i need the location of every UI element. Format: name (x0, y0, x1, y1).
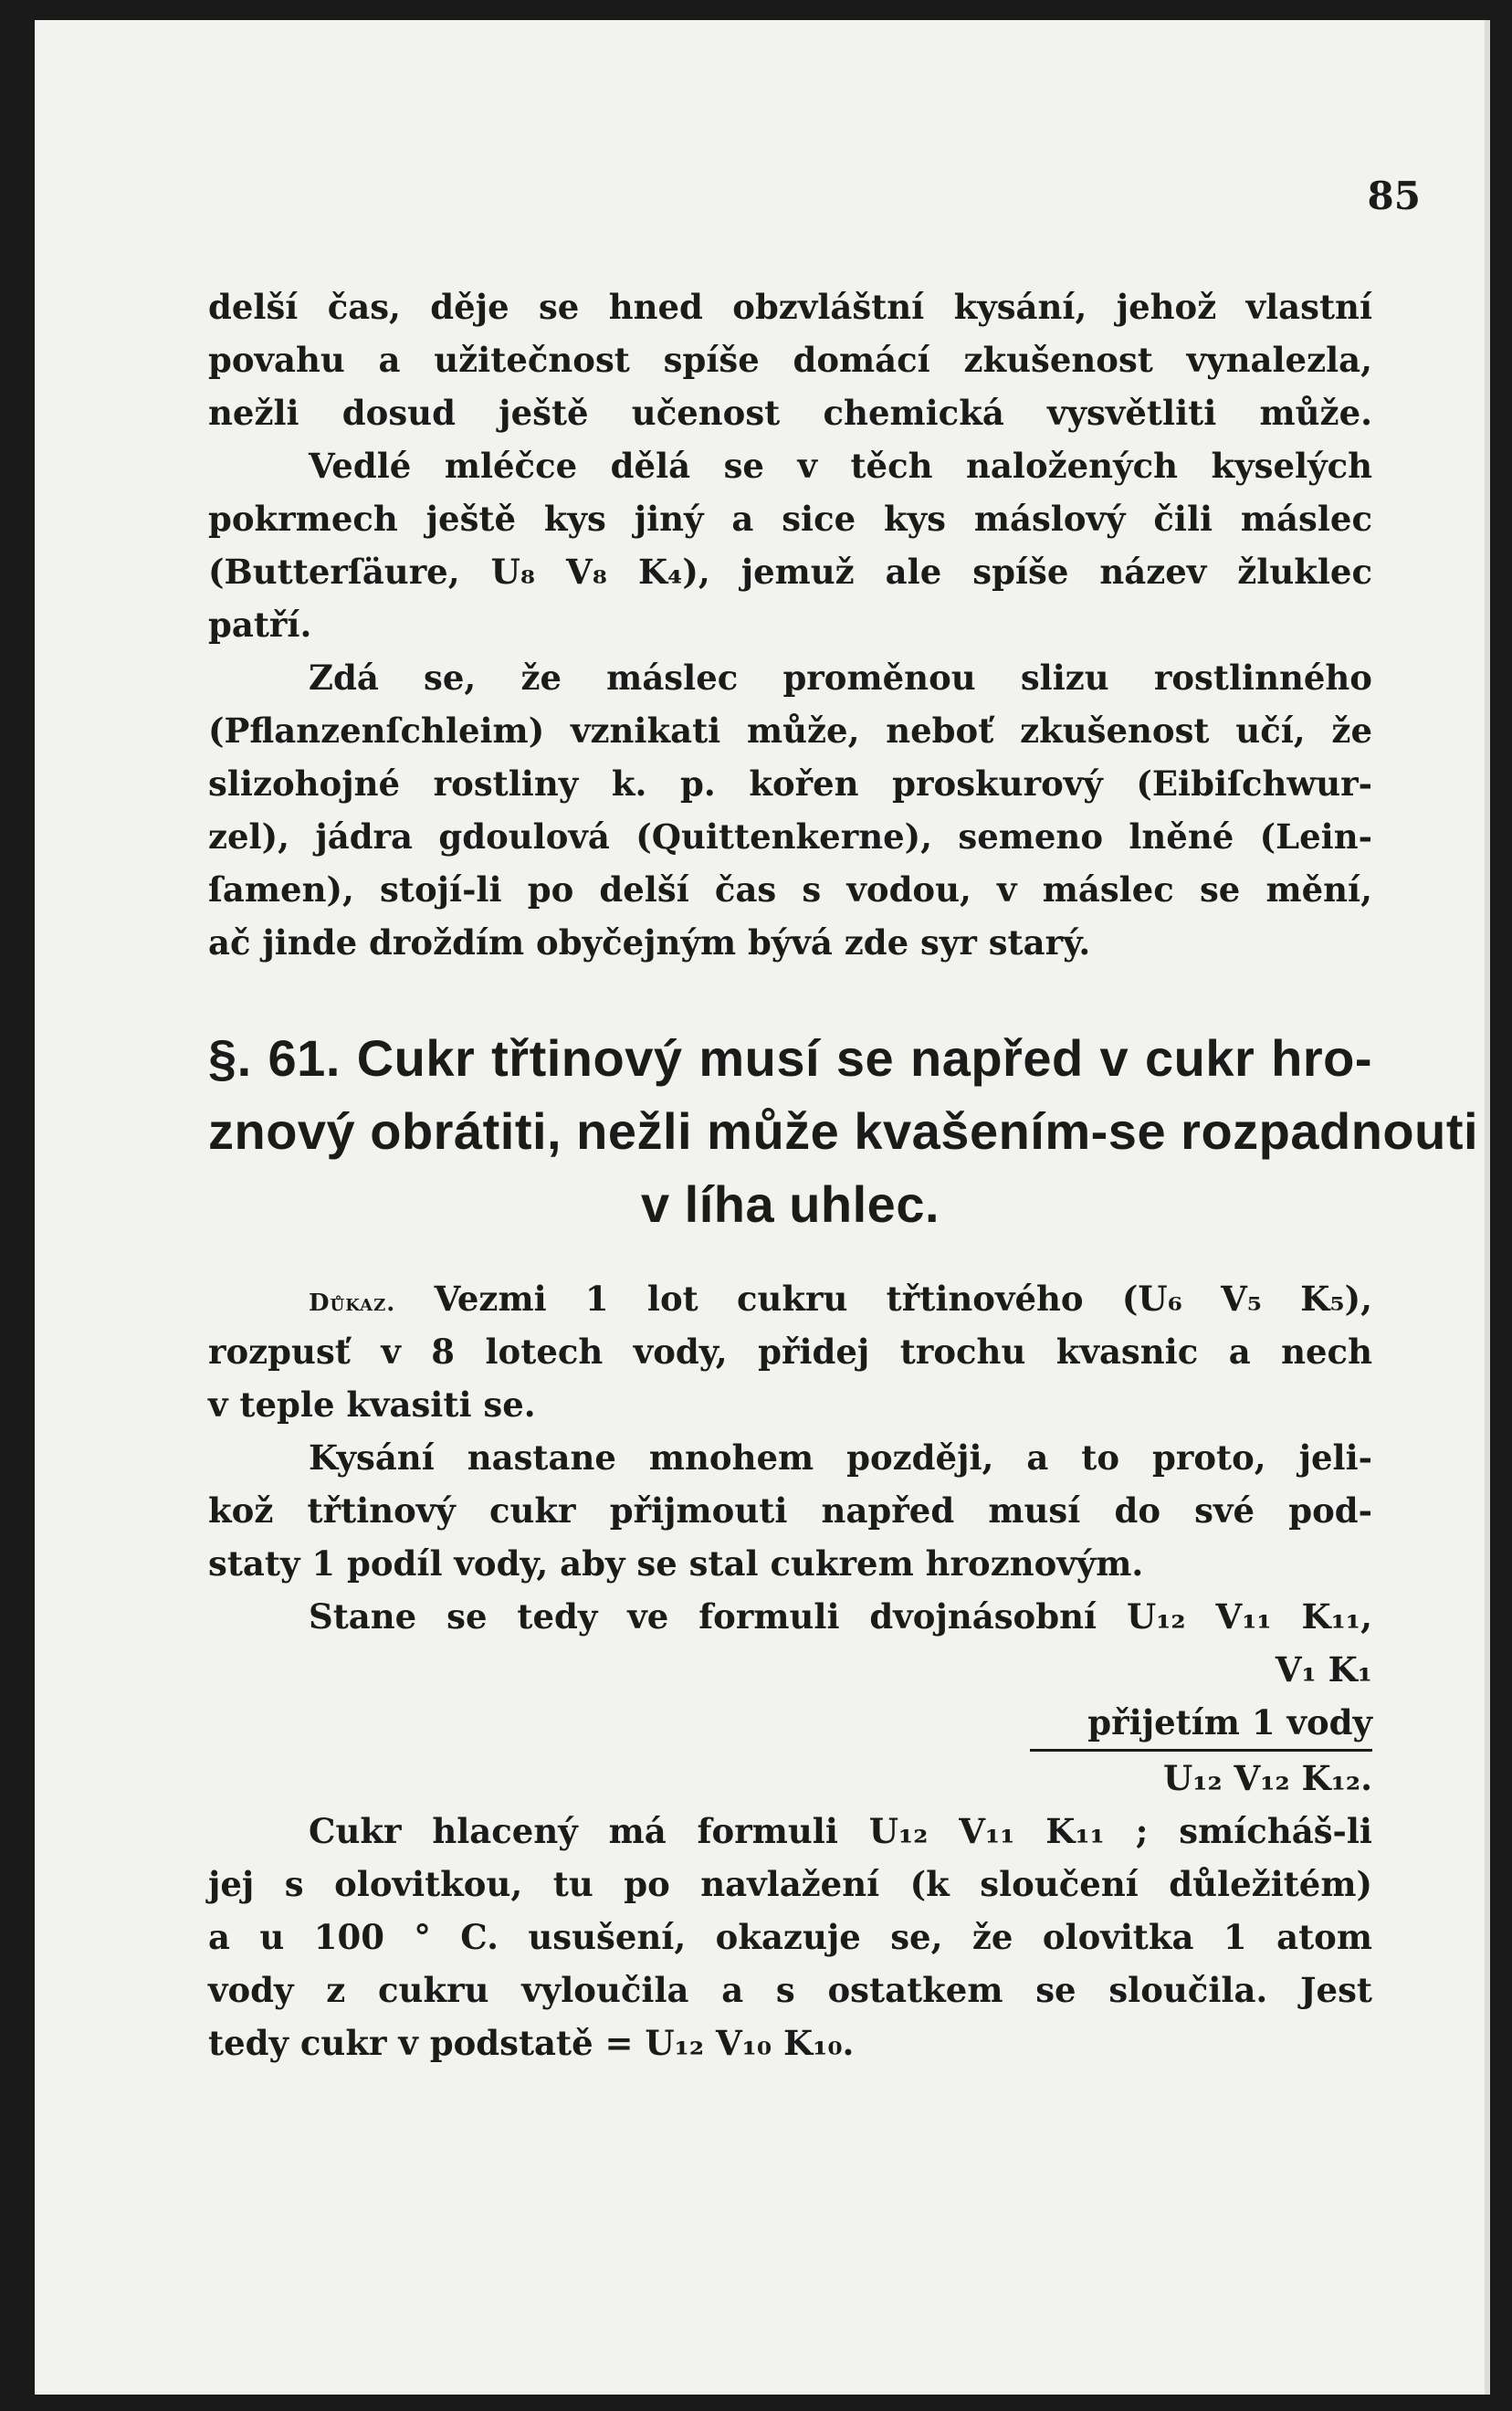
text-line: slizohojné rostliny k. p. kořen proskurový (Eibiſchwur- (208, 763, 1372, 804)
paragraph-formula (208, 1590, 1372, 1805)
book-page (35, 20, 1490, 2395)
text-line: nežli dosud ještě učenost chemická vysvětliti může. (208, 393, 1372, 433)
text-line: staty 1 podíl vody, aby se stal cukrem hroznovým. (208, 1543, 1144, 1584)
section-heading (208, 1022, 1479, 1241)
text-line: Zdá se, že máslec proměnou slizu rostlinného (309, 658, 1372, 698)
text-line: Důkaz. Vezmi 1 lot cukru třtinového (U₆ V₅ K₅), (309, 1279, 1372, 1319)
paragraph-4 (208, 1431, 1372, 1590)
text-line: Vedlé mléčce dělá se v těch naložených kyselých (309, 446, 1372, 486)
paragraph-1 (208, 280, 1372, 651)
text-line: ač jinde droždím obyčejným bývá zde syr starý. (208, 922, 1091, 963)
text-line: delší čas, děje se hned obzvláštní kysání, jehož vlastní (208, 287, 1372, 327)
formula-line: přijetím 1 vody (1030, 1696, 1372, 1752)
formula-line: V₁ K₁ (1275, 1649, 1372, 1690)
formula-result: U₁₂ V₁₂ K₁₂. (1162, 1758, 1372, 1798)
paragraph-6 (208, 1805, 1372, 2069)
text-line: povahu a užitečnost spíše domácí zkušenost vynalezla, (208, 340, 1372, 380)
proof-label: Důkaz. (309, 1290, 396, 1317)
paragraph-2 (208, 651, 1372, 969)
text-line: vody z cukru vyloučila a s ostatkem se sloučila. Jest (208, 1970, 1372, 2010)
paragraph-proof (208, 1272, 1372, 1431)
text-line: Cukr hlacený má formuli U₁₂ V₁₁ K₁₁ ; smícháš-li (309, 1811, 1372, 1851)
text-line: (Butterſäure, U₈ V₈ K₄), jemuž ale spíše název žluklec (208, 552, 1372, 592)
heading-line: znový obrátiti, nežli může kvašením-se rozpadnouti (208, 1102, 1479, 1160)
text-line: rozpusť v 8 lotech vody, přidej trochu kvasnic a nech (208, 1332, 1372, 1372)
page-text (208, 280, 1479, 2069)
page-number: 85 (1367, 174, 1421, 218)
text-line: kož třtinový cukr přijmouti napřed musí do své pod- (208, 1490, 1372, 1531)
text-line: patří. (208, 605, 312, 645)
text-line: (Pflanzenſchleim) vznikati může, neboť zkušenost učí, že (208, 711, 1372, 751)
text-line: ſamen), stojí-li po delší čas s vodou, v máslec se mění, (208, 869, 1372, 910)
text-line: v teple kvasiti se. (208, 1384, 536, 1425)
text-line: pokrmech ještě kys jiný a sice kys máslový čili máslec (208, 499, 1372, 539)
text-line: Kysání nastane mnohem později, a to proto, jeli- (309, 1437, 1372, 1478)
heading-line: v líha uhlec. (640, 1175, 940, 1233)
text-line: tedy cukr v podstatě = U₁₂ V₁₀ K₁₀. (208, 2023, 855, 2063)
text-line: a u 100 ° C. usušení, okazuje se, že olovitka 1 atom (208, 1917, 1372, 1957)
text-line: zel), jádra gdoulová (Quittenkerne), semeno lněné (Lein- (208, 816, 1372, 857)
heading-line: §. 61. Cukr třtinový musí se napřed v cukr hro- (208, 1029, 1372, 1087)
text-line: Stane se tedy ve formuli dvojnásobní U₁₂ V₁₁ K₁₁, (309, 1596, 1372, 1637)
text-line: jej s olovitkou, tu po navlažení (k sloučení důležitém) (208, 1864, 1372, 1904)
